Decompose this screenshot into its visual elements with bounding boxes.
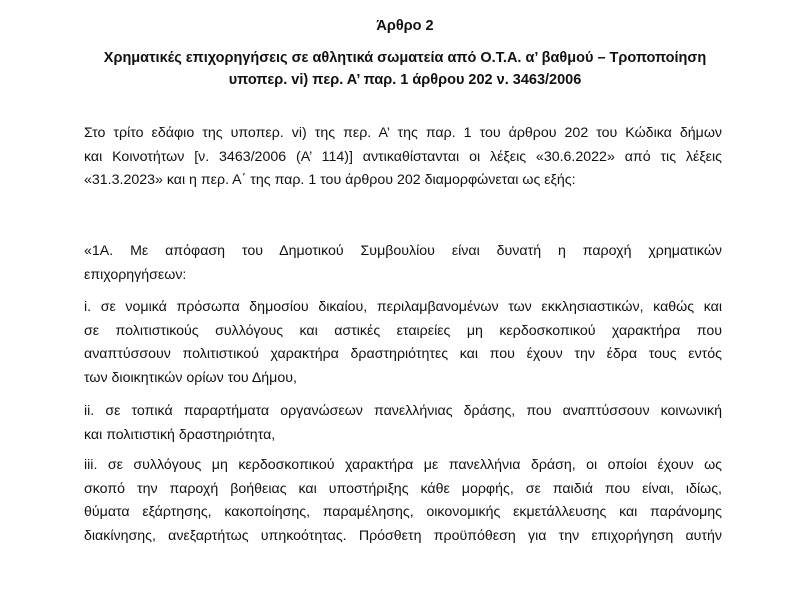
article-subtitle-line: υποπερ. vi) περ. Α’ παρ. 1 άρθρου 202 ν. 3463/2006 <box>228 72 582 88</box>
text-line: σκοπό την παροχή βοήθειας και υποστήριξης κάθε μορφής, σε παιδιά που είναι, ιδίως, <box>84 480 722 497</box>
text-line: iii. σε συλλόγους μη κερδοσκοπικού χαρακτήρα με πανελλήνια δράση, οι οποίοι έχουν ως <box>84 457 722 473</box>
text-line: σε πολιτιστικούς συλλόγους και αστικές εταιρείες μη κερδοσκοπικού χαρακτήρα που <box>84 322 722 339</box>
article-subtitle-line: Χρηματικές επιχορηγήσεις σε αθλητικά σωματεία από Ο.Τ.Α. α’ βαθμού – Τροποποίηση <box>103 50 707 66</box>
text-line: αναπτύσσουν πολιτιστικού χαρακτήρα δραστηριότητες και που έχουν την έδρα τους εντός <box>84 346 722 362</box>
text-line: και πολιτιστική δραστηριότητα, <box>84 426 276 443</box>
text-line: διακίνησης, ανεξαρτήτως υπηκοότητας. Πρόσθετη προϋπόθεση για την επιχορήγηση αυτήν <box>84 527 722 544</box>
article-title-text: Άρθρο 2 <box>376 18 434 34</box>
paragraph-amendment-intro <box>84 122 722 193</box>
paragraph-item-iii <box>84 454 722 548</box>
text-line: θύματα εξάρτησης, κακοποίησης, παραμέλησης, οικονομικής εκμετάλλευσης και παράνομης <box>84 504 722 520</box>
text-line: και Κοινοτήτων [ν. 3463/2006 (Α’ 114)] αντικαθίστανται οι λέξεις «30.6.2022» από τις λέξεις <box>84 148 722 165</box>
article-subtitle <box>60 47 750 91</box>
article-title <box>60 15 750 37</box>
paragraph-item-i <box>84 296 722 390</box>
text-line: i. σε νομικά πρόσωπα δημοσίου δικαίου, περιλαμβανομένων των εκκλησιαστικών, καθώς και <box>84 299 722 315</box>
text-line: «1Α. Με απόφαση του Δημοτικού Συμβουλίου είναι δυνατή η παροχή χρηματικών <box>84 243 722 259</box>
text-line: των διοικητικών ορίων του Δήμου, <box>84 369 297 386</box>
paragraph-1a-intro <box>84 240 722 287</box>
text-line: «31.3.2023» και η περ. Α΄ της παρ. 1 του άρθρου 202 διαμορφώνεται ως εξής: <box>84 172 576 188</box>
text-line: επιχορηγήσεων: <box>84 266 187 283</box>
text-line: Στο τρίτο εδάφιο της υποπερ. vi) της περ. Α’ της παρ. 1 του άρθρου 202 του Κώδικα δήμων <box>84 125 722 141</box>
paragraph-item-ii <box>84 400 722 447</box>
text-line: ii. σε τοπικά παραρτήματα οργανώσεων πανελλήνιας δράσης, που αναπτύσσουν κοινωνική <box>84 403 722 419</box>
